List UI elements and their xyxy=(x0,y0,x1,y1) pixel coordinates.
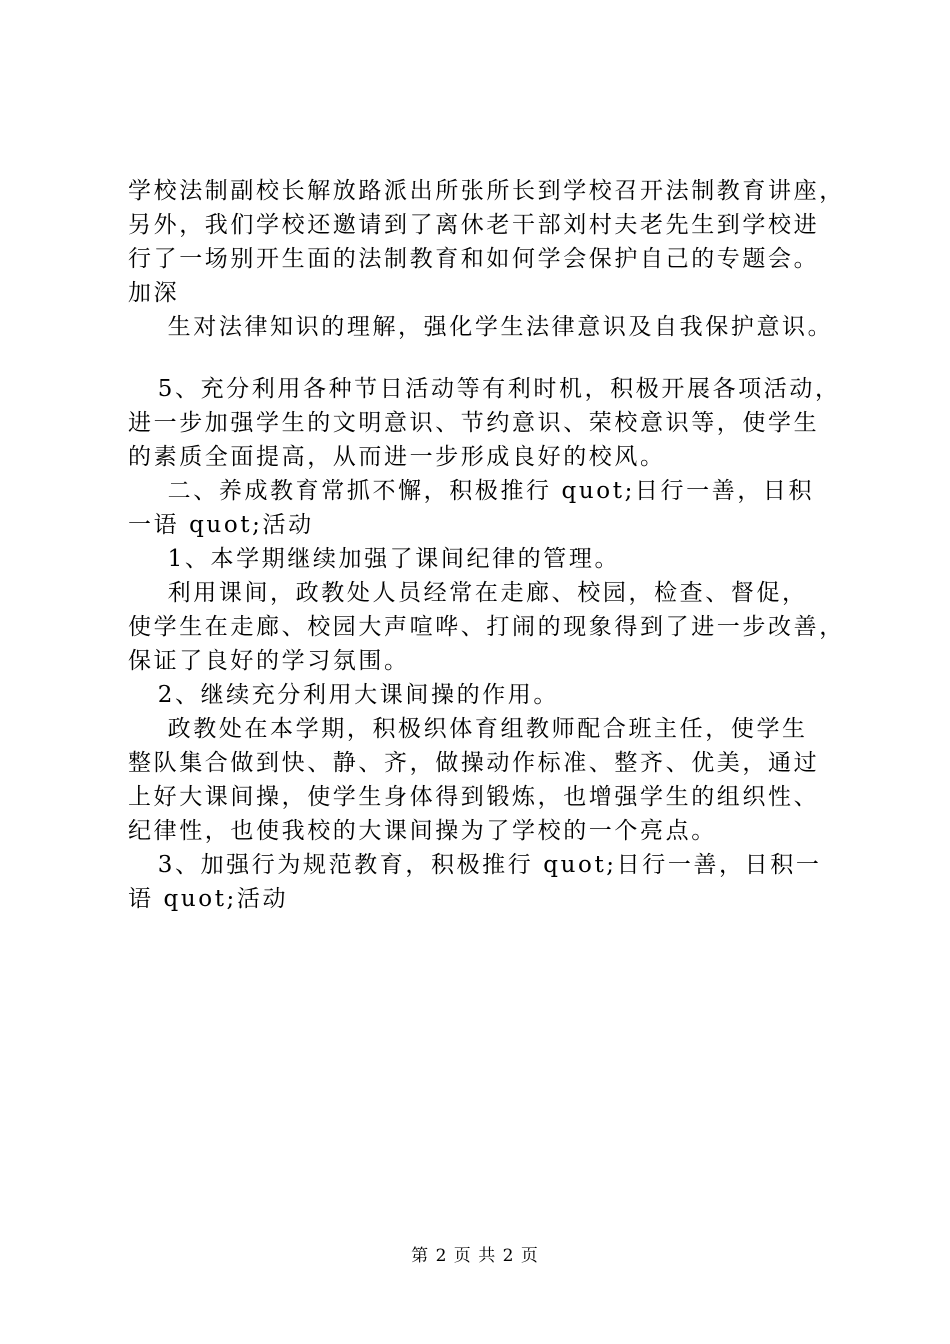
text-line: 政教处在本学期，积极织体育组教师配合班主任，使学生 xyxy=(128,716,808,742)
text-line: 5、充分利用各种节日活动等有利时机，积极开展各项活动， xyxy=(128,376,841,402)
text-line: 保证了良好的学习氛围。 xyxy=(128,648,410,674)
text-line: 另外，我们学校还邀请到了离休老干部刘村夫老先生到学校进 xyxy=(128,212,820,238)
text-line: 加深 xyxy=(128,280,180,306)
text-line: 整队集合做到快、静、齐，做操动作标准、整齐、优美，通过 xyxy=(128,750,820,776)
text-line: 上好大课间操，使学生身体得到锻炼，也增强学生的组织性、 xyxy=(128,784,820,810)
text-line: 二、养成教育常抓不懈，积极推行 quot;日行一善，日积 xyxy=(128,478,815,504)
text-line: 使学生在走廊、校园大声喧哗、打闹的现象得到了进一步改善， xyxy=(128,614,845,640)
text-line: 进一步加强学生的文明意识、节约意识、荣校意识等，使学生 xyxy=(128,410,820,436)
document-body xyxy=(128,174,845,916)
text-line: 语 quot;活动 xyxy=(128,886,289,912)
text-line: 生对法律知识的理解，强化学生法律意识及自我保护意识。 xyxy=(128,314,834,340)
text-line: 1、本学期继续加强了课间纪律的管理。 xyxy=(128,546,621,572)
page-number-footer: 第 2 页 共 2 页 xyxy=(411,1246,539,1266)
text-line: 行了一场别开生面的法制教育和如何学会保护自己的专题会。 xyxy=(128,246,820,272)
text-line: 3、加强行为规范教育，积极推行 quot;日行一善，日积一 xyxy=(128,852,822,878)
text-line: 一语 quot;活动 xyxy=(128,512,314,538)
text-line: 利用课间，政教处人员经常在走廊、校园，检查、督促， xyxy=(128,580,808,606)
text-line: 的素质全面提高，从而进一步形成良好的校风。 xyxy=(128,444,666,470)
paragraph-spacer xyxy=(128,344,840,372)
text-line: 纪律性，也使我校的大课间操为了学校的一个亮点。 xyxy=(128,818,717,844)
text-line: 2、继续充分利用大课间操的作用。 xyxy=(128,682,559,708)
text-line: 学校法制副校长解放路派出所张所长到学校召开法制教育讲座， xyxy=(128,178,845,204)
